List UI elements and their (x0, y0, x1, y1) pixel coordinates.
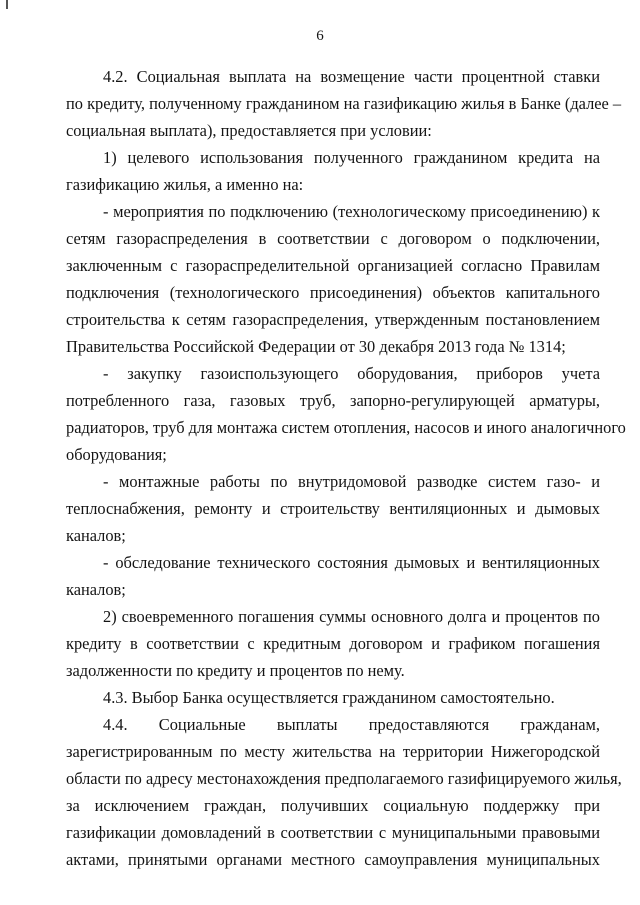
text-line-b2-3: радиаторов, труб для монтажа систем отопления, насосов и иного аналогичного (66, 418, 626, 437)
scan-mark (6, 0, 8, 9)
text-line-b1-5: строительства к сетям газораспределения, утвержденным постановлением (66, 310, 600, 329)
text-line-p44-6: актами, принятыми органами местного самоуправления муниципальных (66, 850, 600, 869)
text-line-p44-3: области по адресу местонахождения предполагаемого газифицируемого жилья, (66, 769, 622, 788)
page-number: 6 (316, 28, 324, 44)
text-line-b3-1: - монтажные работы по внутридомовой разводке систем газо- и (103, 472, 600, 491)
text-line-p44-4: за исключением граждан, получивших социальную поддержку при (66, 796, 600, 815)
text-line-b1-1: - мероприятия по подключению (технологическому присоединению) к (103, 202, 600, 221)
text-line-b4-2: каналов; (66, 580, 126, 599)
text-line-p44-2: зарегистрированным по месту жительства на территории Нижегородской (66, 742, 600, 761)
text-line-c1-2: газификацию жилья, а именно на: (66, 175, 304, 194)
text-line-p43-1: 4.3. Выбор Банка осуществляется гражданином самостоятельно. (103, 688, 555, 707)
text-line-c1-1: 1) целевого использования полученного гражданином кредита на (103, 148, 600, 167)
text-line-p42-1: 4.2. Социальная выплата на возмещение части процентной ставки (103, 67, 600, 86)
text-line-b1-2: сетям газораспределения в соответствии с договором о подключении, (66, 229, 600, 248)
text-line-p42-3: социальная выплата), предоставляется при условии: (66, 121, 432, 140)
text-line-c2-3: задолженности по кредиту и процентов по нему. (66, 661, 405, 680)
text-line-b2-4: оборудования; (66, 445, 167, 464)
text-line-c2-1: 2) своевременного погашения суммы основного долга и процентов по (103, 607, 600, 626)
text-line-b3-3: каналов; (66, 526, 126, 545)
text-line-b1-3: заключенным с газораспределительной организацией согласно Правилам (66, 256, 600, 275)
text-line-b2-1: - закупку газоиспользующего оборудования, приборов учета (103, 364, 600, 383)
text-line-b2-2: потребленного газа, газовых труб, запорно-регулирующей арматуры, (66, 391, 600, 410)
text-line-b1-6: Правительства Российской Федерации от 30 декабря 2013 года № 1314; (66, 337, 566, 356)
text-line-b1-4: подключения (технологического присоединения) объектов капитального (66, 283, 600, 302)
text-line-p42-2: по кредиту, полученному гражданином на газификацию жилья в Банке (далее – (66, 94, 622, 113)
text-line-b4-1: - обследование технического состояния дымовых и вентиляционных (103, 553, 600, 572)
text-line-c2-2: кредиту в соответствии с кредитным договором и графиком погашения (66, 634, 600, 653)
text-line-p44-5: газификации домовладений в соответствии с муниципальными правовыми (66, 823, 600, 842)
text-line-p44-1: 4.4. Социальные выплаты предоставляются гражданам, (103, 715, 600, 734)
text-line-b3-2: теплоснабжения, ремонту и строительству вентиляционных и дымовых (66, 499, 600, 518)
